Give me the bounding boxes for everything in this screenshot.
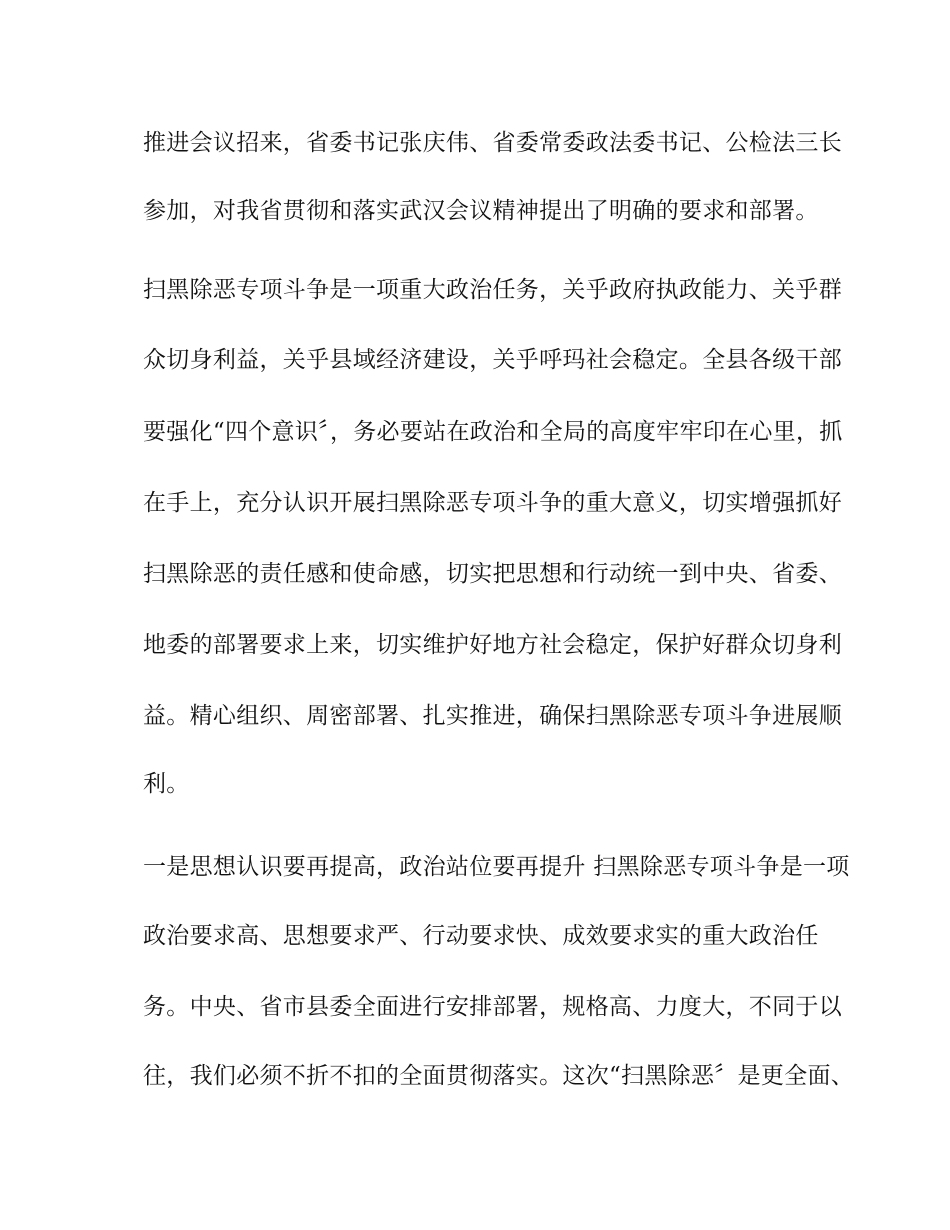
text-line-14: 往，我们必须不折不扣的全面贯彻落实。这次“扫黑除恶〞是更全面、 — [143, 1063, 855, 1089]
text-line-7: 扫黑除恶的责任感和使命感，切实把思想和行动统一到中央、省委、 — [143, 561, 842, 587]
text-line-11: 一是思想认识要再提高，政治站位要再提升 扫黑除恶专项斗争是一项 — [143, 854, 850, 880]
text-line-9: 益。精心组织、周密部署、扎实推进，确保扫黑除恶专项斗争进展顺 — [143, 703, 842, 729]
text-line-8: 地委的部署要求上来，切实维护好地方社会稳定，保护好群众切身利 — [143, 632, 842, 658]
text-line-12: 政治要求高、思想要求严、行动要求快、成效要求实的重大政治任 — [143, 923, 819, 949]
text-line-5: 要强化“四个意识〞，务必要站在政治和全局的高度牢牢印在心里，抓 — [143, 419, 843, 445]
text-line-6: 在手上，充分认识开展扫黑除恶专项斗争的重大意义，切实增强抓好 — [143, 490, 842, 516]
text-line-4: 众切身利益，关乎县域经济建设，关乎呼玛社会稳定。全县各级干部 — [143, 347, 842, 373]
text-line-2: 参加，对我省贯彻和落实武汉会议精神提出了明确的要求和部署。 — [143, 198, 819, 224]
text-line-13: 务。中央、省市县委全面进行安排部署，规格高、力度大，不同于以 — [143, 994, 842, 1020]
text-line-3: 扫黑除恶专项斗争是一项重大政治任务，关乎政府执政能力、关乎群 — [143, 277, 842, 303]
text-line-10: 利。 — [143, 771, 190, 797]
text-line-1: 推进会议招来，省委书记张庆伟、省委常委政法委书记、公检法三长 — [143, 130, 842, 156]
